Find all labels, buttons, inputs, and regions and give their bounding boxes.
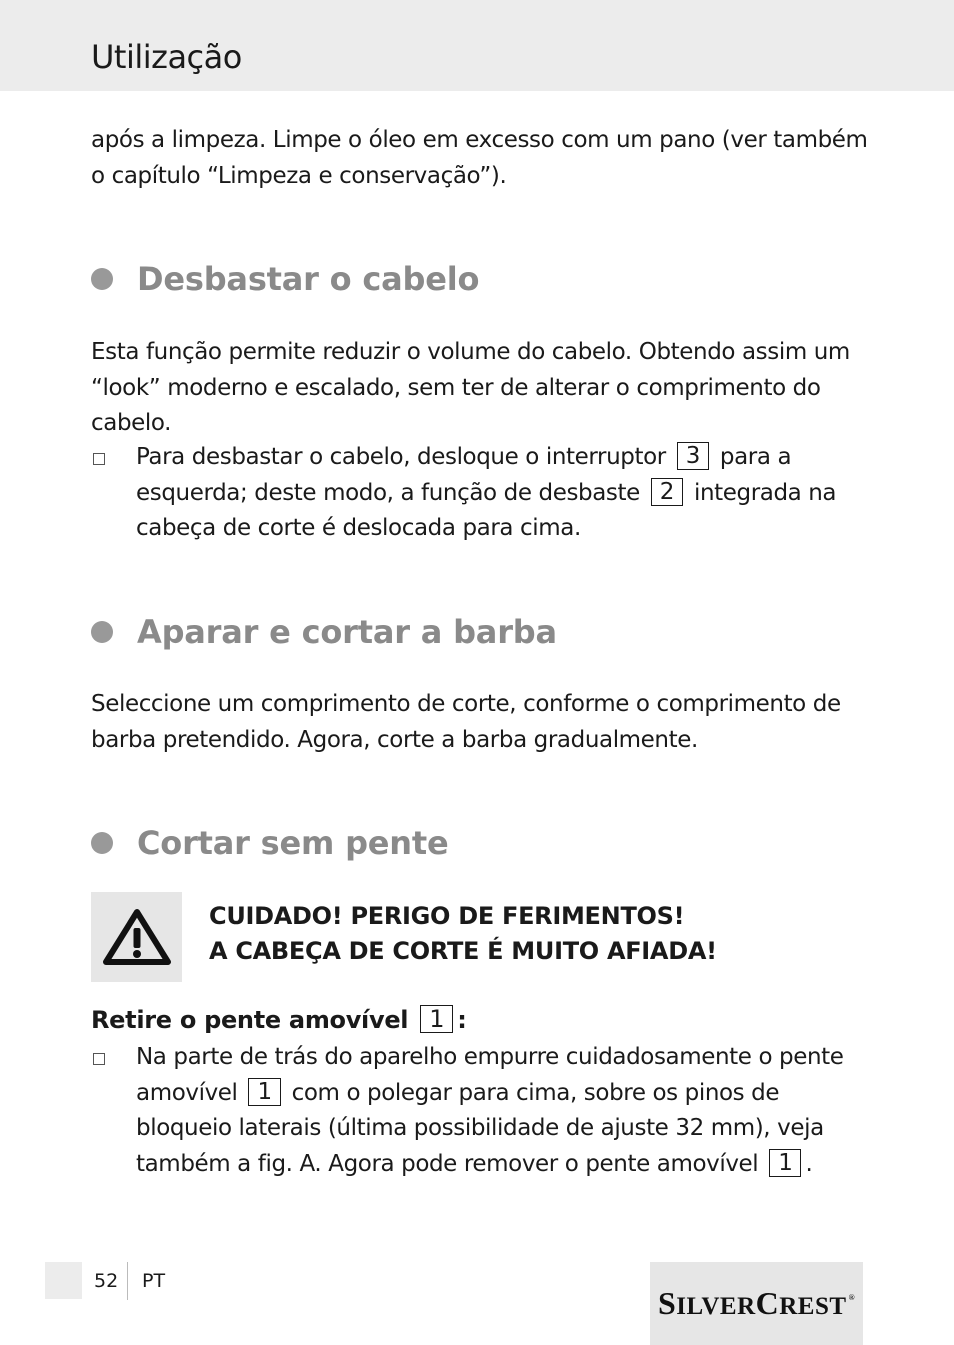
section-heading-aparar bbox=[91, 612, 557, 652]
reference-number: 1 bbox=[769, 1149, 801, 1177]
step-text: Para desbastar o cabelo, desloque o interruptor 3 para a esquerda; deste modo, a função de desbaste 2 integrada na cabeça de corte é deslocada para cima. bbox=[136, 443, 837, 541]
warning-text bbox=[209, 899, 717, 969]
page-number: 52 bbox=[94, 1270, 119, 1292]
intro-paragraph: após a limpeza. Limpe o óleo em excesso com um pano (ver também o capítulo “Limpeza e conservação”). bbox=[91, 127, 868, 189]
warning-line: CUIDADO! PERIGO DE FERIMENTOS! bbox=[209, 902, 685, 930]
section-title: Aparar e cortar a barba bbox=[137, 613, 557, 651]
subheading-remove-comb: Retire o pente amovível 1 : bbox=[91, 1005, 467, 1034]
brand-logo-text: SILVERCREST ® bbox=[657, 1285, 856, 1321]
bullet-dot-icon bbox=[91, 832, 113, 854]
warning-line: A CABEÇA DE CORTE É MUITO AFIADA! bbox=[209, 937, 717, 965]
reference-number: 2 bbox=[651, 478, 683, 506]
section-title: Desbastar o cabelo bbox=[137, 260, 480, 298]
page-title: Utilização bbox=[91, 38, 242, 76]
section2-body: Seleccione um comprimento de corte, conforme o comprimento de barba pretendido. Agora, corte a barba gradualmente. bbox=[91, 691, 841, 753]
section-heading-cortar bbox=[91, 823, 449, 863]
section-title: Cortar sem pente bbox=[137, 824, 449, 862]
footer-marker bbox=[45, 1262, 82, 1299]
bullet-dot-icon bbox=[91, 621, 113, 643]
reference-number: 1 bbox=[248, 1078, 280, 1106]
checkbox-icon bbox=[93, 453, 105, 465]
bullet-dot-icon bbox=[91, 268, 113, 290]
step-text: Na parte de trás do aparelho empurre cuidadosamente o pente amovível 1 com o polegar para cima, sobre os pinos de bloqueio laterais (última possibilidade de ajuste 32 mm), veja também a fig. A. Agora pode remover o pente amovível 1 . bbox=[136, 1044, 844, 1177]
reference-number: 1 bbox=[420, 1005, 453, 1033]
section-heading-desbastar bbox=[91, 259, 479, 299]
step-item bbox=[91, 440, 871, 547]
warning-triangle-icon bbox=[102, 908, 172, 966]
warning-icon-box bbox=[91, 892, 182, 982]
checkbox-icon bbox=[93, 1053, 105, 1065]
footer-divider bbox=[127, 1262, 128, 1300]
step-item bbox=[91, 1040, 871, 1182]
language-code: PT bbox=[142, 1270, 166, 1292]
brand-logo bbox=[650, 1262, 863, 1345]
reference-number: 3 bbox=[677, 442, 709, 470]
section1-body: Esta função permite reduzir o volume do cabelo. Obtendo assim um “look” moderno e escalado, sem ter de alterar o comprimento do cabelo. bbox=[91, 339, 850, 436]
